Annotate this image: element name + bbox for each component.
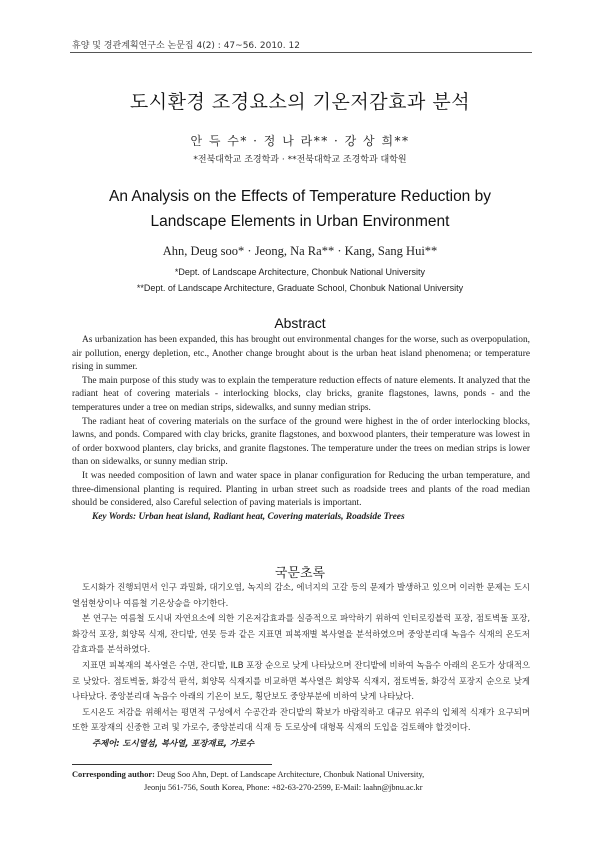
corresponding-author-label: Corresponding author:: [72, 770, 155, 779]
english-authors: Ahn, Deug soo* · Jeong, Na Ra** · Kang, Sang Hui**: [162, 244, 438, 258]
korean-abstract-paragraph: 본 연구는 여름철 도시내 자연요소에 의한 기온저감효과를 실증적으로 파악하기 위하여 인터로킹블럭 포장, 점토벽돌 포장, 화강석 포장, 회양목 식재, 잔디밭, 연못 등과 같은 지표면 피복재별 복사열을 분석하였으며 중앙분리대 녹음수 식재의 온도저감효과를 분석하였다.: [72, 613, 530, 655]
english-title-line2: Landscape Elements in Urban Environment: [150, 213, 450, 230]
english-affiliation-2: **Dept. of Landscape Architecture, Graduate School, Chonbuk National University: [136, 283, 464, 293]
corresponding-author-line2: Jeonju 561-756, South Korea, Phone: +82-63-270-2599, E-Mail: laahn@jbnu.ac.kr: [144, 783, 423, 792]
abstract-paragraph: The radiant heat of covering materials on the surface of the ground were highest in the of order interlocking blocks, lawns, and ponds. Compared with clay bricks, granite flagstones, and boxwood planters, their temperature was lowest in of order boxwood planters, clay bricks, and granite flagstones. The temperature under the trees on median strips is lower than on sidewalks, or sunny median strip.: [72, 416, 530, 468]
journal-header: 휴양 및 경관계획연구소 논문집 4(2) : 47~56. 2010. 12: [72, 41, 300, 51]
footnote-rule: [72, 764, 272, 765]
abstract-heading: Abstract: [274, 315, 326, 331]
korean-abstract-body: [72, 580, 530, 752]
korean-authors: 안 득 수* · 정 나 라** · 강 상 희**: [190, 134, 410, 148]
abstract-body: [72, 334, 530, 524]
abstract-keywords: Key Words: Urban heat island, Radiant heat, Covering materials, Roadside Trees: [92, 511, 405, 522]
corresponding-author-line1: Deug Soo Ahn, Dept. of Landscape Architecture, Chonbuk National University,: [157, 770, 425, 779]
english-title-line1: An Analysis on the Effects of Temperature Reduction by: [109, 188, 491, 205]
corresponding-author-footnote: [72, 768, 532, 794]
header-rule: [70, 52, 532, 53]
korean-abstract-paragraph: 도시온도 저감을 위해서는 평면적 구성에서 수공간과 잔디밭의 확보가 바람직하고 대규모 위주의 입체적 식재가 요구되며 또한 포장재의 신중한 고려 및 가로수, 중앙분리대 식재 등 도로상에 대형목 식재의 도입을 검토해야 할것이다.: [72, 706, 530, 733]
abstract-paragraph: As urbanization has been expanded, this has brought out environmental changes for the worse, such as overpopulation, air pollution, energy depletion, etc., Another change brought about is the urban heat island phenomena; or temperature rising in summer.: [72, 335, 530, 373]
abstract-paragraph: The main purpose of this study was to explain the temperature reduction effects of nature elements. It analyzed that the radiant heat of covering materials - interlocking blocks, clay bricks, granite flagstones, lawns, ponds - and the temperatures under a tree on median strips, sidewalks, and sunny median strips.: [72, 375, 530, 413]
korean-keywords: 주제어: 도시열섬, 복사열, 포장재료, 가로수: [92, 737, 255, 748]
english-title: [60, 184, 540, 234]
korean-affiliation: *전북대학교 조경학과 · **전북대학교 조경학과 대학원: [193, 155, 407, 165]
abstract-paragraph: It was needed composition of lawn and water space in planar configuration for Reducing the urban temperature, and three-dimensional planting is required. Planting in urban street such as roadside trees and plants of the road median should be considered, also Careful selection of paving materials is important.: [72, 470, 530, 509]
footnote-line-1: [72, 768, 532, 781]
korean-abstract-paragraph: 지표면 피복재의 복사열은 수면, 잔디밭, ILB 포장 순으로 낮게 나타났으며 잔디밭에 비하여 녹음수 아래의 온도가 상대적으로 낮았다. 점토벽돌, 화강석 판석, 회양목 식재지를 비교하면 복사열은 회양목 식재지, 점토벽돌, 화강석 포장지 순으로 낮게 나타났다. 중앙분리대 녹음수 아래의 기온이 보도, 횡단보도 중앙부분에 비하여 낮게 나타났다.: [72, 659, 530, 702]
english-affiliation-1: *Dept. of Landscape Architecture, Chonbuk National University: [174, 267, 426, 277]
korean-abstract-paragraph: 도시화가 진행되면서 인구 과밀화, 대기오염, 녹지의 감소, 에너지의 고갈 등의 문제가 발생하고 있으며 이러한 문제는 도시열섬현상이나 여름철 기온상승을 야기한다.: [72, 582, 530, 608]
korean-title: 도시환경 조경요소의 기온저감효과 분석: [129, 91, 471, 113]
korean-abstract-heading: 국문초록: [274, 566, 326, 581]
